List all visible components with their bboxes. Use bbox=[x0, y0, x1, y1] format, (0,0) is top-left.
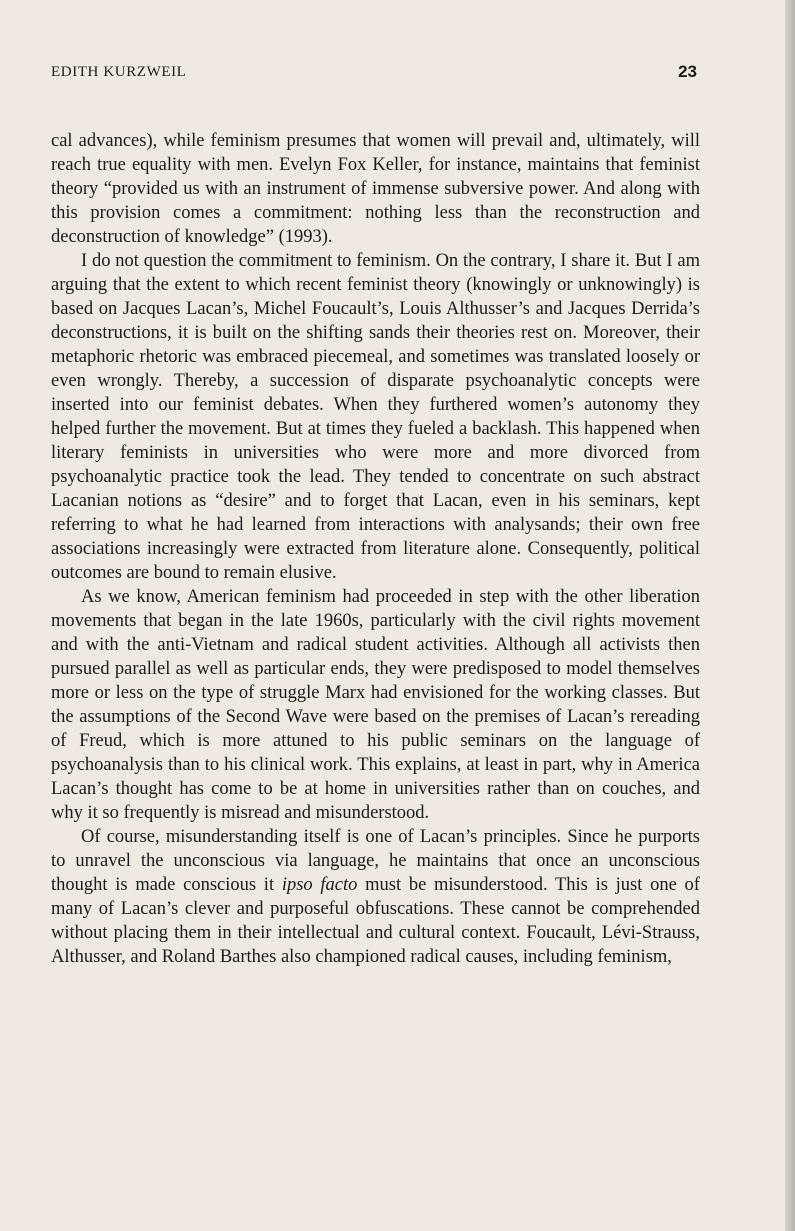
running-head bbox=[51, 62, 697, 86]
body-text bbox=[51, 129, 700, 969]
latin-phrase-italic: ipso facto bbox=[281, 875, 358, 895]
page-edge-shadow bbox=[785, 0, 795, 1231]
paragraph-4-part-2: must be misunderstood. This is just one of many of Lacan’s clever and purposeful obfuscations. These cannot be comprehended without placing them in their intellectual and cultural context. Foucault, Lévi-Strauss, Althusser, and Roland Barthes also championed radical causes, including feminism, bbox=[51, 875, 700, 967]
running-head-author: EDITH KURZWEIL bbox=[51, 64, 187, 80]
paragraph-4 bbox=[51, 825, 700, 969]
paragraph-3: As we know, American feminism had proceeded in step with the other liberation movements that began in the late 1960s, particularly with the civil rights movement and with the anti-Vietnam and radical student activities. Although all activists then pursued parallel as well as particular ends, they were predisposed to model themselves more or less on the type of struggle Marx had envisioned for the working classes. But the assumptions of the Second Wave were based on the premises of Lacan’s rereading of Freud, which is more attuned to his public seminars on the language of psychoanalysis than to his clinical work. This explains, at least in part, why in America Lacan’s thought has come to be at home in universities rather than on couches, and why it so frequently is misread and misunderstood. bbox=[51, 587, 700, 823]
paragraph-4-part-1: Of course, misunderstanding itself is one of Lacan’s principles. Since he purports to unravel the unconscious via language, he maintains that once an unconscious thought is made conscious it bbox=[51, 827, 700, 895]
paragraph-1: cal advances), while feminism presumes that women will prevail and, ultimately, will reach true equality with men. Evelyn Fox Keller, for instance, maintains that feminist theory “provided us with an instrument of immense subversive power. And along with this provision comes a commitment: nothing less than the reconstruction and deconstruction of knowledge” (1993). bbox=[51, 131, 700, 247]
paragraph-2: I do not question the commitment to feminism. On the contrary, I share it. But I am arguing that the extent to which recent feminist theory (knowingly or unknowingly) is based on Jacques Lacan’s, Michel Foucault’s, Louis Althusser’s and Jacques Derrida’s deconstructions, it is built on the shifting sands their theories rest on. Moreover, their metaphoric rhetoric was embraced piecemeal, and sometimes was translated loosely or even wrongly. Thereby, a succession of disparate psychoanalytic concepts were inserted into our feminist debates. When they furthered women’s autonomy they helped further the movement. But at times they fueled a backlash. This happened when literary feminists in universities who were more and more divorced from psychoanalytic practice took the lead. They tended to concentrate on such abstract Lacanian notions as “desire” and to forget that Lacan, even in his seminars, kept referring to what he had learned from interactions with analysands; their own free associations increasingly were extracted from literature alone. Consequently, political outcomes are bound to remain elusive. bbox=[51, 251, 700, 583]
page-number: 23 bbox=[678, 62, 697, 81]
